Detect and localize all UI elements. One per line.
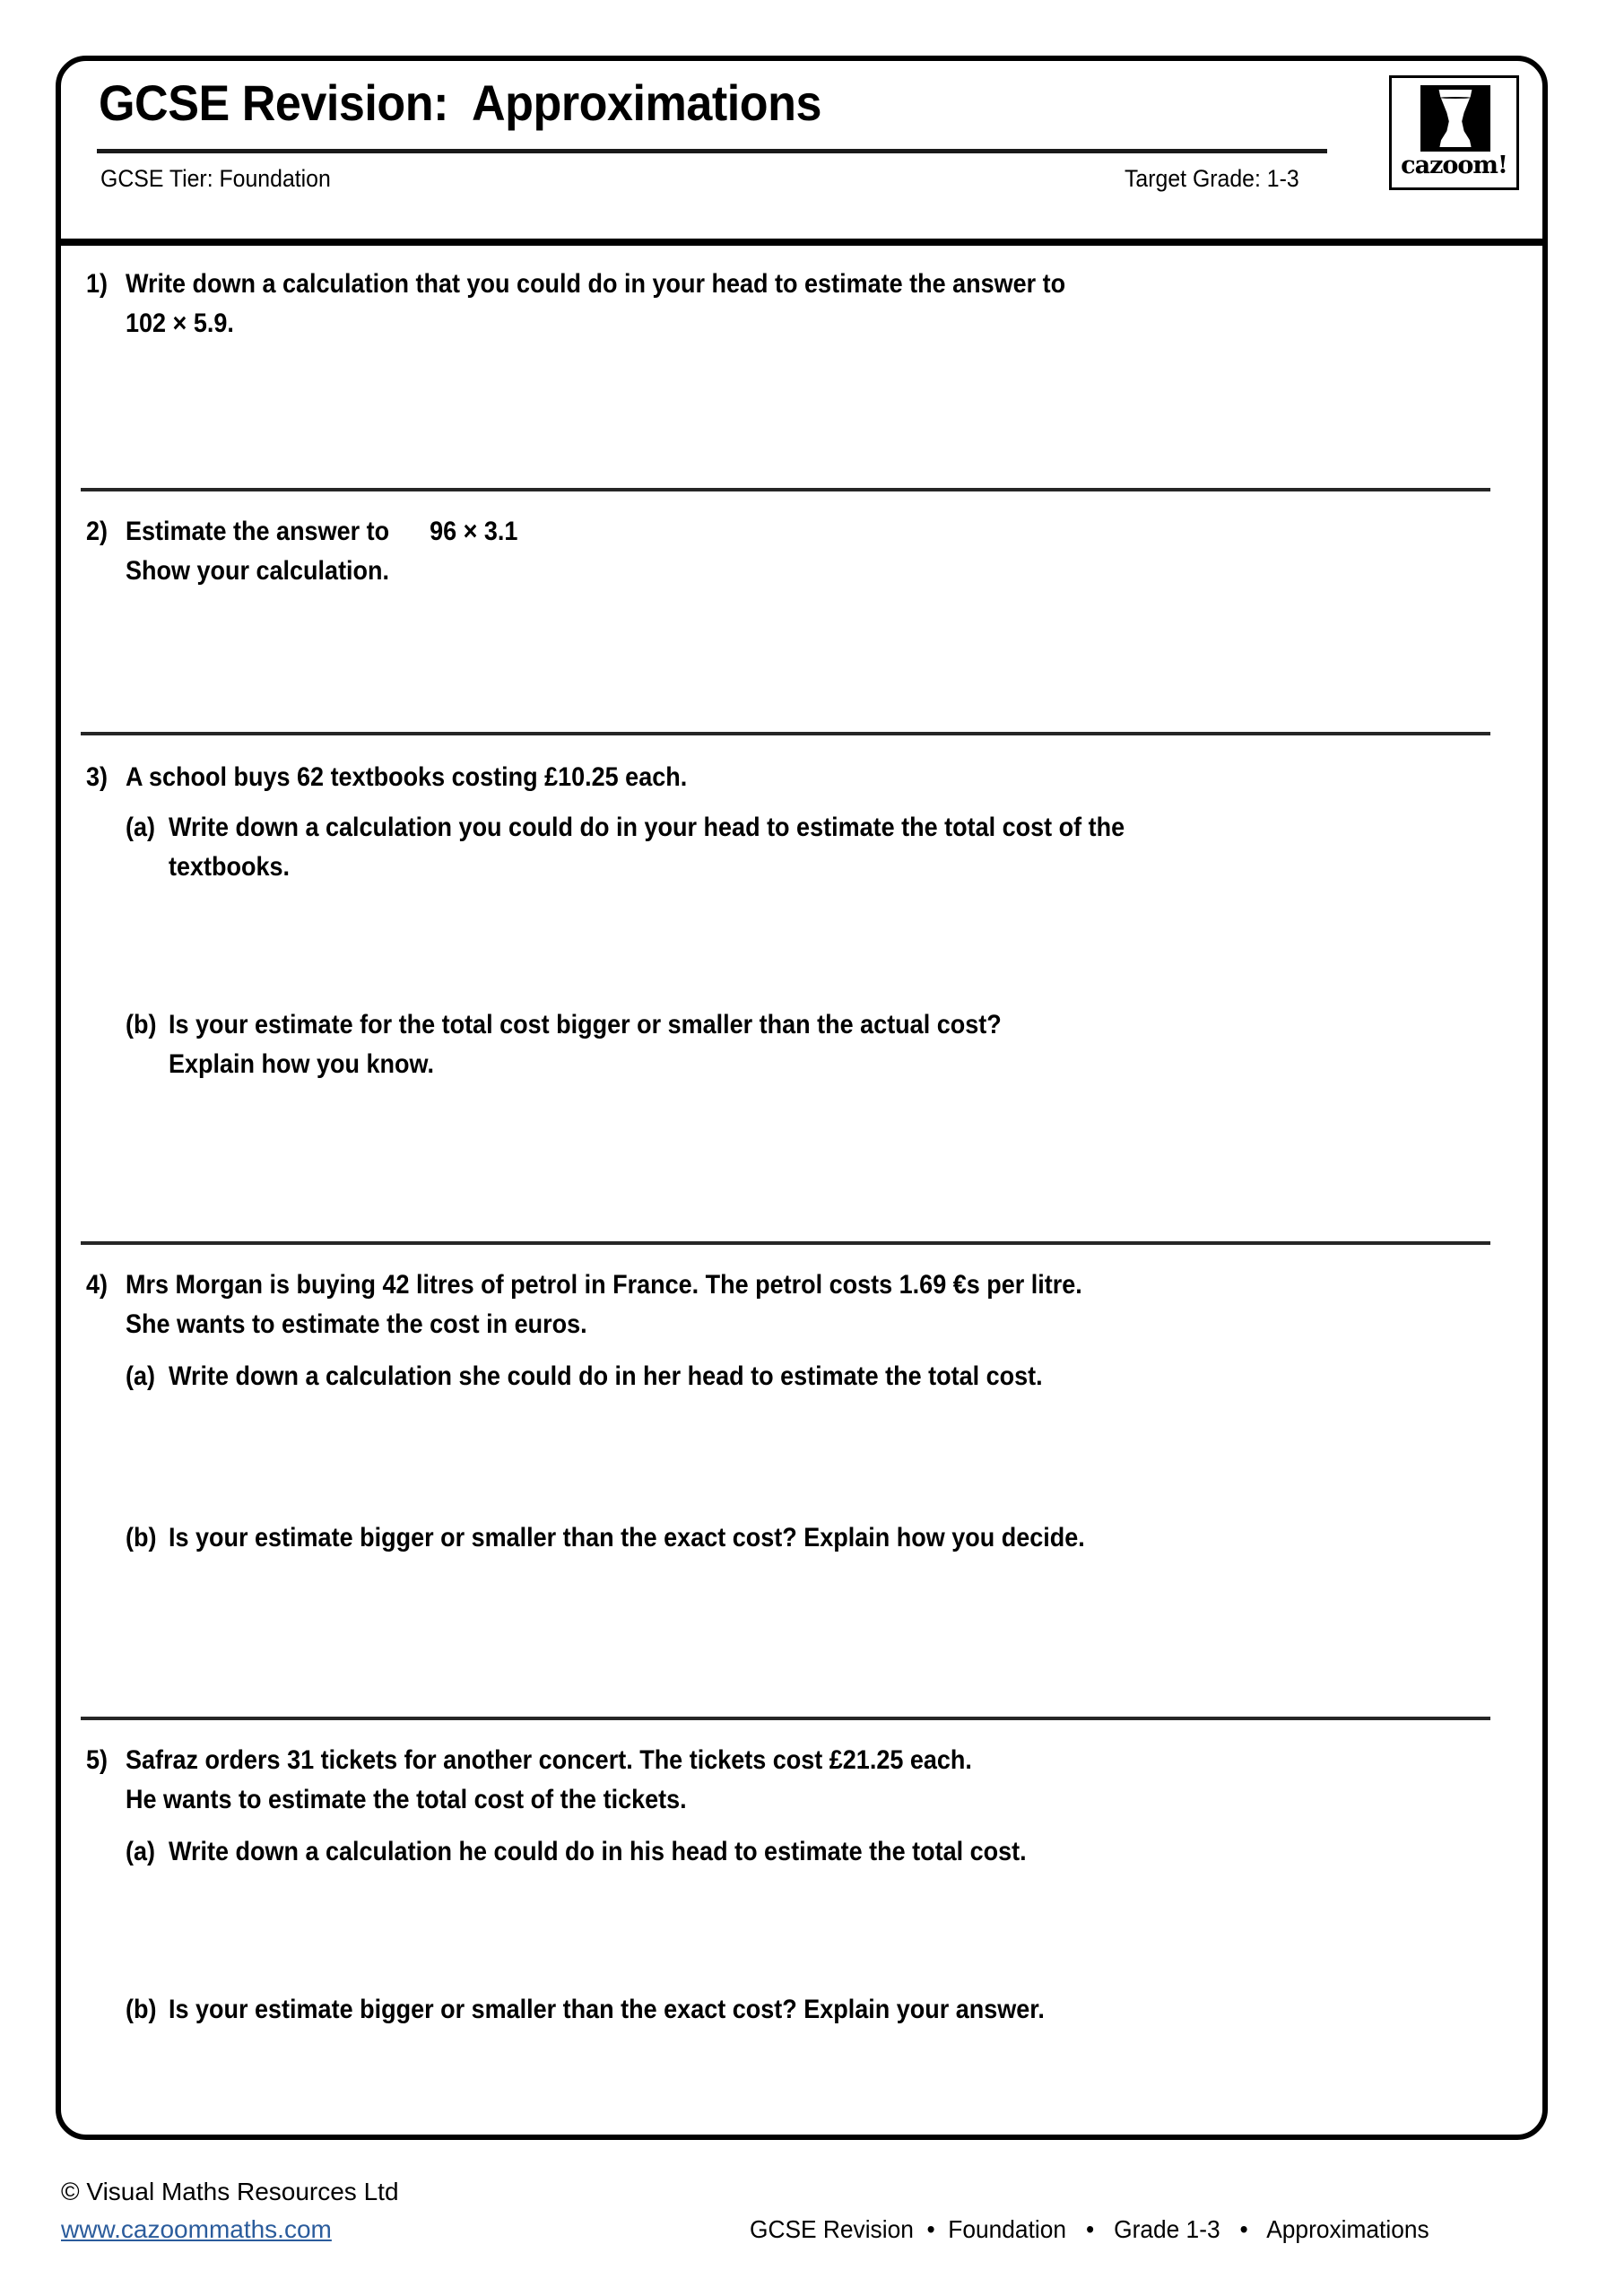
question-2-divider xyxy=(81,732,1490,735)
question-5-part-a xyxy=(126,1837,1122,1867)
question-3-stem xyxy=(86,762,750,793)
question-5-stem-line-1 xyxy=(86,1745,1066,1776)
question-5-number: 5) xyxy=(86,1745,109,1775)
question-4-stem-line-1 xyxy=(86,1270,1188,1300)
question-5-stem-text-1: Safraz orders 31 tickets for another concert. The tickets cost £21.25 each. xyxy=(126,1745,972,1775)
question-2-text-1: Estimate the answer to 96 × 3.1 xyxy=(126,517,518,546)
question-4-stem-line-2 xyxy=(126,1309,638,1340)
question-4-part-b xyxy=(126,1523,1186,1553)
title-underline xyxy=(97,149,1327,153)
question-3-part-a-line-2 xyxy=(169,852,303,883)
question-1-text-1: Write down a calculation that you could do in your head to estimate the answer to xyxy=(126,269,1066,299)
question-4-part-a-label: (a) xyxy=(126,1361,156,1391)
question-3-part-b-text-1: Is your estimate for the total cost bigger or smaller than the actual cost? xyxy=(169,1010,1002,1039)
question-1-number: 1) xyxy=(86,269,109,299)
question-4-part-b-label: (b) xyxy=(126,1523,157,1552)
question-5-part-a-text: Write down a calculation he could do in his head to estimate the total cost. xyxy=(169,1837,1027,1866)
question-5-part-b-text: Is your estimate bigger or smaller than the exact cost? Explain your answer. xyxy=(169,1995,1045,2024)
question-3-part-b-line-2 xyxy=(169,1049,464,1080)
logo-mark-icon xyxy=(1420,85,1490,152)
question-4-divider xyxy=(81,1717,1490,1720)
question-3-part-b-text-2: Explain how you know. xyxy=(169,1049,435,1079)
tier-label: GCSE Tier: Foundation xyxy=(100,165,331,192)
goblet-rim-line xyxy=(1440,97,1471,99)
question-5-stem-text-2: He wants to estimate the total cost of the tickets. xyxy=(126,1785,687,1814)
question-3-stem-text: A school buys 62 textbooks costing £10.25 each. xyxy=(126,762,688,792)
target-grade-label: Target Grade: 1-3 xyxy=(1125,165,1299,192)
question-4-part-b-text: Is your estimate bigger or smaller than the exact cost? Explain how you decide. xyxy=(169,1523,1085,1552)
worksheet-header xyxy=(61,61,1542,239)
question-5-stem-line-2 xyxy=(126,1785,749,1815)
question-1-text-2: 102 × 5.9. xyxy=(126,309,234,338)
question-3-part-a-text-2: textbooks. xyxy=(169,852,291,882)
question-2-line-2 xyxy=(126,556,419,587)
question-1-line-1 xyxy=(86,269,1170,300)
worksheet-frame xyxy=(56,56,1548,2140)
question-3-part-b-line-1 xyxy=(126,1010,1094,1040)
question-2-text-2: Show your calculation. xyxy=(126,556,390,586)
website-link[interactable]: www.cazoommaths.com xyxy=(61,2215,332,2243)
question-4-part-a-text: Write down a calculation she could do in her head to estimate the total cost. xyxy=(169,1361,1043,1391)
question-5-part-b-label: (b) xyxy=(126,1995,157,2024)
logo-wordmark: cazoom! xyxy=(1401,152,1507,179)
question-3-part-a-label: (a) xyxy=(126,813,156,842)
question-3-part-a-text-1: Write down a calculation you could do in your head to estimate the total cost of the xyxy=(169,813,1125,842)
question-3-part-b-label: (b) xyxy=(126,1010,157,1039)
question-4-stem-text-1: Mrs Morgan is buying 42 litres of petrol in France. The petrol costs 1.69 €s per litre. xyxy=(126,1270,1082,1300)
question-4-part-a xyxy=(126,1361,1140,1392)
question-2-number: 2) xyxy=(86,517,109,546)
question-3-divider xyxy=(81,1241,1490,1245)
copyright-text: © Visual Maths Resources Ltd xyxy=(61,2178,399,2205)
cazoom-logo xyxy=(1389,75,1519,190)
footer-breadcrumb: GCSE Revision • Foundation • Grade 1-3 • Approximations xyxy=(750,2215,1429,2243)
question-1-line-2 xyxy=(126,309,246,339)
question-2-line-1 xyxy=(86,517,561,547)
question-4-stem-text-2: She wants to estimate the cost in euros. xyxy=(126,1309,587,1339)
question-5-part-b xyxy=(126,1995,1142,2025)
question-3-number: 3) xyxy=(86,762,109,792)
header-divider xyxy=(61,239,1542,246)
worksheet-footer xyxy=(0,2156,1624,2264)
page-title: GCSE Revision: Approximations xyxy=(99,74,821,131)
question-4-number: 4) xyxy=(86,1270,109,1300)
question-3-part-a-line-1 xyxy=(126,813,1231,843)
question-5-part-a-label: (a) xyxy=(126,1837,156,1866)
question-1-divider xyxy=(81,488,1490,491)
